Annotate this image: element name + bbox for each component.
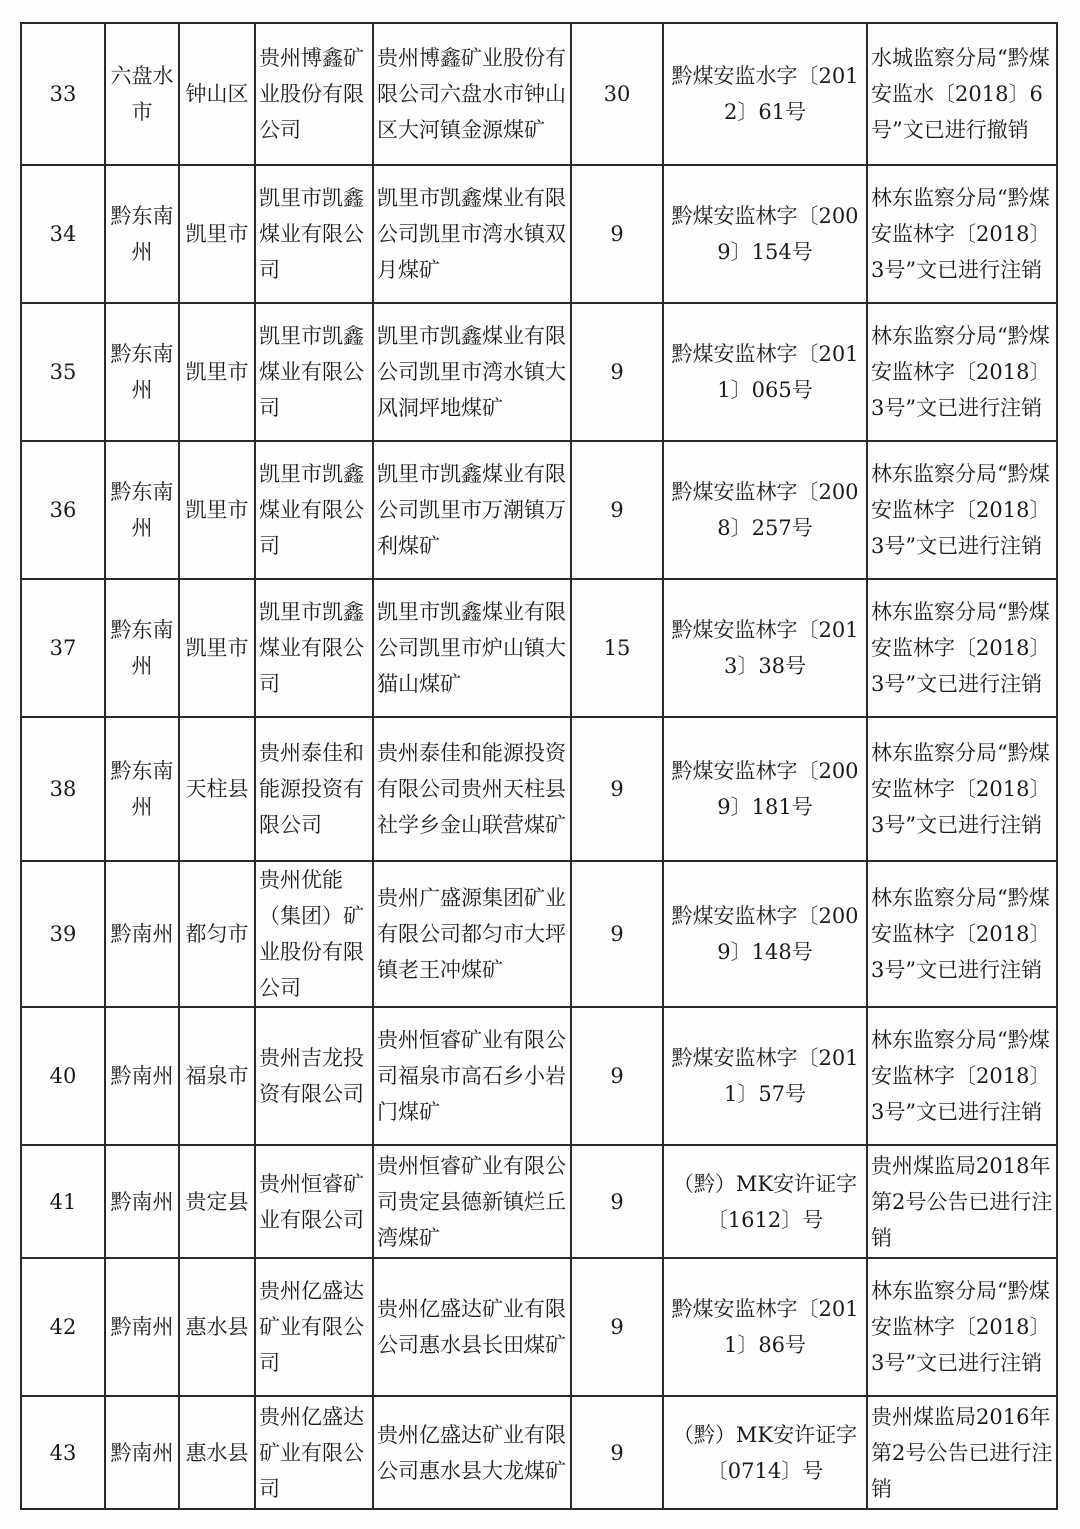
license-cell: （黔）MK安许证字〔0714〕号 [663,1396,867,1509]
capacity-cell: 15 [571,579,663,717]
city-cell: 黔南州 [105,1396,179,1509]
company-cell: 凯里市凯鑫煤业有限公司 [255,303,373,441]
city-cell: 六盘水市 [105,23,179,165]
table-row [21,165,1057,303]
county-cell: 天柱县 [179,717,255,861]
note-cell: 林东监察分局“黔煤安监林字〔2018〕3号”文已进行注销 [867,861,1057,1007]
table-row [21,1007,1057,1145]
mine-name-cell: 贵州泰佳和能源投资有限公司贵州天柱县社学乡金山联营煤矿 [373,717,571,861]
table-row [21,1258,1057,1396]
county-cell: 惠水县 [179,1258,255,1396]
license-cell: 黔煤安监林字〔2009〕148号 [663,861,867,1007]
mine-name-cell: 贵州亿盛达矿业有限公司惠水县长田煤矿 [373,1258,571,1396]
county-cell: 凯里市 [179,303,255,441]
row-number: 37 [21,579,105,717]
company-cell: 贵州恒睿矿业有限公司 [255,1145,373,1258]
note-cell: 林东监察分局“黔煤安监林字〔2018〕3号”文已进行注销 [867,1258,1057,1396]
row-number: 38 [21,717,105,861]
row-number: 40 [21,1007,105,1145]
row-number: 41 [21,1145,105,1258]
city-cell: 黔南州 [105,1145,179,1258]
city-cell: 黔东南州 [105,441,179,579]
capacity-cell: 9 [571,303,663,441]
county-cell: 都匀市 [179,861,255,1007]
row-number: 35 [21,303,105,441]
city-cell: 黔东南州 [105,165,179,303]
capacity-cell: 9 [571,165,663,303]
mine-name-cell: 贵州博鑫矿业股份有限公司六盘水市钟山区大河镇金源煤矿 [373,23,571,165]
company-cell: 凯里市凯鑫煤业有限公司 [255,441,373,579]
note-cell: 林东监察分局“黔煤安监林字〔2018〕3号”文已进行注销 [867,1007,1057,1145]
row-number: 43 [21,1396,105,1509]
county-cell: 贵定县 [179,1145,255,1258]
license-cell: 黔煤安监林字〔2009〕181号 [663,717,867,861]
company-cell: 贵州泰佳和能源投资有限公司 [255,717,373,861]
table-row [21,1396,1057,1509]
row-number: 36 [21,441,105,579]
mine-name-cell: 贵州亿盛达矿业有限公司惠水县大龙煤矿 [373,1396,571,1509]
row-number: 33 [21,23,105,165]
table-row [21,1145,1057,1258]
table-body [21,23,1057,1509]
mine-name-cell: 凯里市凯鑫煤业有限公司凯里市湾水镇双月煤矿 [373,165,571,303]
note-cell: 水城监察分局“黔煤安监水〔2018〕6号”文已进行撤销 [867,23,1057,165]
row-number: 34 [21,165,105,303]
city-cell: 黔南州 [105,861,179,1007]
county-cell: 惠水县 [179,1396,255,1509]
note-cell: 林东监察分局“黔煤安监林字〔2018〕3号”文已进行注销 [867,441,1057,579]
mine-cancellation-table [20,22,1058,1510]
city-cell: 黔东南州 [105,579,179,717]
note-cell: 林东监察分局“黔煤安监林字〔2018〕3号”文已进行注销 [867,579,1057,717]
company-cell: 凯里市凯鑫煤业有限公司 [255,579,373,717]
company-cell: 贵州亿盛达矿业有限公司 [255,1396,373,1509]
mine-name-cell: 凯里市凯鑫煤业有限公司凯里市万潮镇万利煤矿 [373,441,571,579]
license-cell: 黔煤安监林字〔2013〕38号 [663,579,867,717]
city-cell: 黔东南州 [105,303,179,441]
row-number: 42 [21,1258,105,1396]
capacity-cell: 9 [571,1007,663,1145]
row-number: 39 [21,861,105,1007]
county-cell: 凯里市 [179,165,255,303]
capacity-cell: 9 [571,1258,663,1396]
license-cell: 黔煤安监林字〔2011〕86号 [663,1258,867,1396]
city-cell: 黔南州 [105,1258,179,1396]
capacity-cell: 9 [571,717,663,861]
company-cell: 凯里市凯鑫煤业有限公司 [255,165,373,303]
mine-name-cell: 凯里市凯鑫煤业有限公司凯里市湾水镇大风洞坪地煤矿 [373,303,571,441]
capacity-cell: 30 [571,23,663,165]
note-cell: 贵州煤监局2016年第2号公告已进行注销 [867,1396,1057,1509]
note-cell: 林东监察分局“黔煤安监林字〔2018〕3号”文已进行注销 [867,165,1057,303]
license-cell: 黔煤安监林字〔2011〕57号 [663,1007,867,1145]
city-cell: 黔东南州 [105,717,179,861]
county-cell: 钟山区 [179,23,255,165]
mine-name-cell: 贵州广盛源集团矿业有限公司都匀市大坪镇老王冲煤矿 [373,861,571,1007]
note-cell: 林东监察分局“黔煤安监林字〔2018〕3号”文已进行注销 [867,303,1057,441]
mine-name-cell: 贵州恒睿矿业有限公司贵定县德新镇烂丘湾煤矿 [373,1145,571,1258]
license-cell: 黔煤安监水字〔2012〕61号 [663,23,867,165]
mine-name-cell: 贵州恒睿矿业有限公司福泉市高石乡小岩门煤矿 [373,1007,571,1145]
capacity-cell: 9 [571,1145,663,1258]
license-cell: （黔）MK安许证字〔1612〕号 [663,1145,867,1258]
table-row [21,303,1057,441]
county-cell: 凯里市 [179,579,255,717]
table-row [21,861,1057,1007]
capacity-cell: 9 [571,1396,663,1509]
license-cell: 黔煤安监林字〔2008〕257号 [663,441,867,579]
city-cell: 黔南州 [105,1007,179,1145]
capacity-cell: 9 [571,441,663,579]
note-cell: 林东监察分局“黔煤安监林字〔2018〕3号”文已进行注销 [867,717,1057,861]
table-row [21,717,1057,861]
county-cell: 福泉市 [179,1007,255,1145]
company-cell: 贵州博鑫矿业股份有限公司 [255,23,373,165]
license-cell: 黔煤安监林字〔2011〕065号 [663,303,867,441]
capacity-cell: 9 [571,861,663,1007]
mine-name-cell: 凯里市凯鑫煤业有限公司凯里市炉山镇大猫山煤矿 [373,579,571,717]
company-cell: 贵州亿盛达矿业有限公司 [255,1258,373,1396]
table-row [21,23,1057,165]
company-cell: 贵州优能（集团）矿业股份有限公司 [255,861,373,1007]
table-row [21,441,1057,579]
company-cell: 贵州吉龙投资有限公司 [255,1007,373,1145]
table-row [21,579,1057,717]
license-cell: 黔煤安监林字〔2009〕154号 [663,165,867,303]
county-cell: 凯里市 [179,441,255,579]
note-cell: 贵州煤监局2018年第2号公告已进行注销 [867,1145,1057,1258]
